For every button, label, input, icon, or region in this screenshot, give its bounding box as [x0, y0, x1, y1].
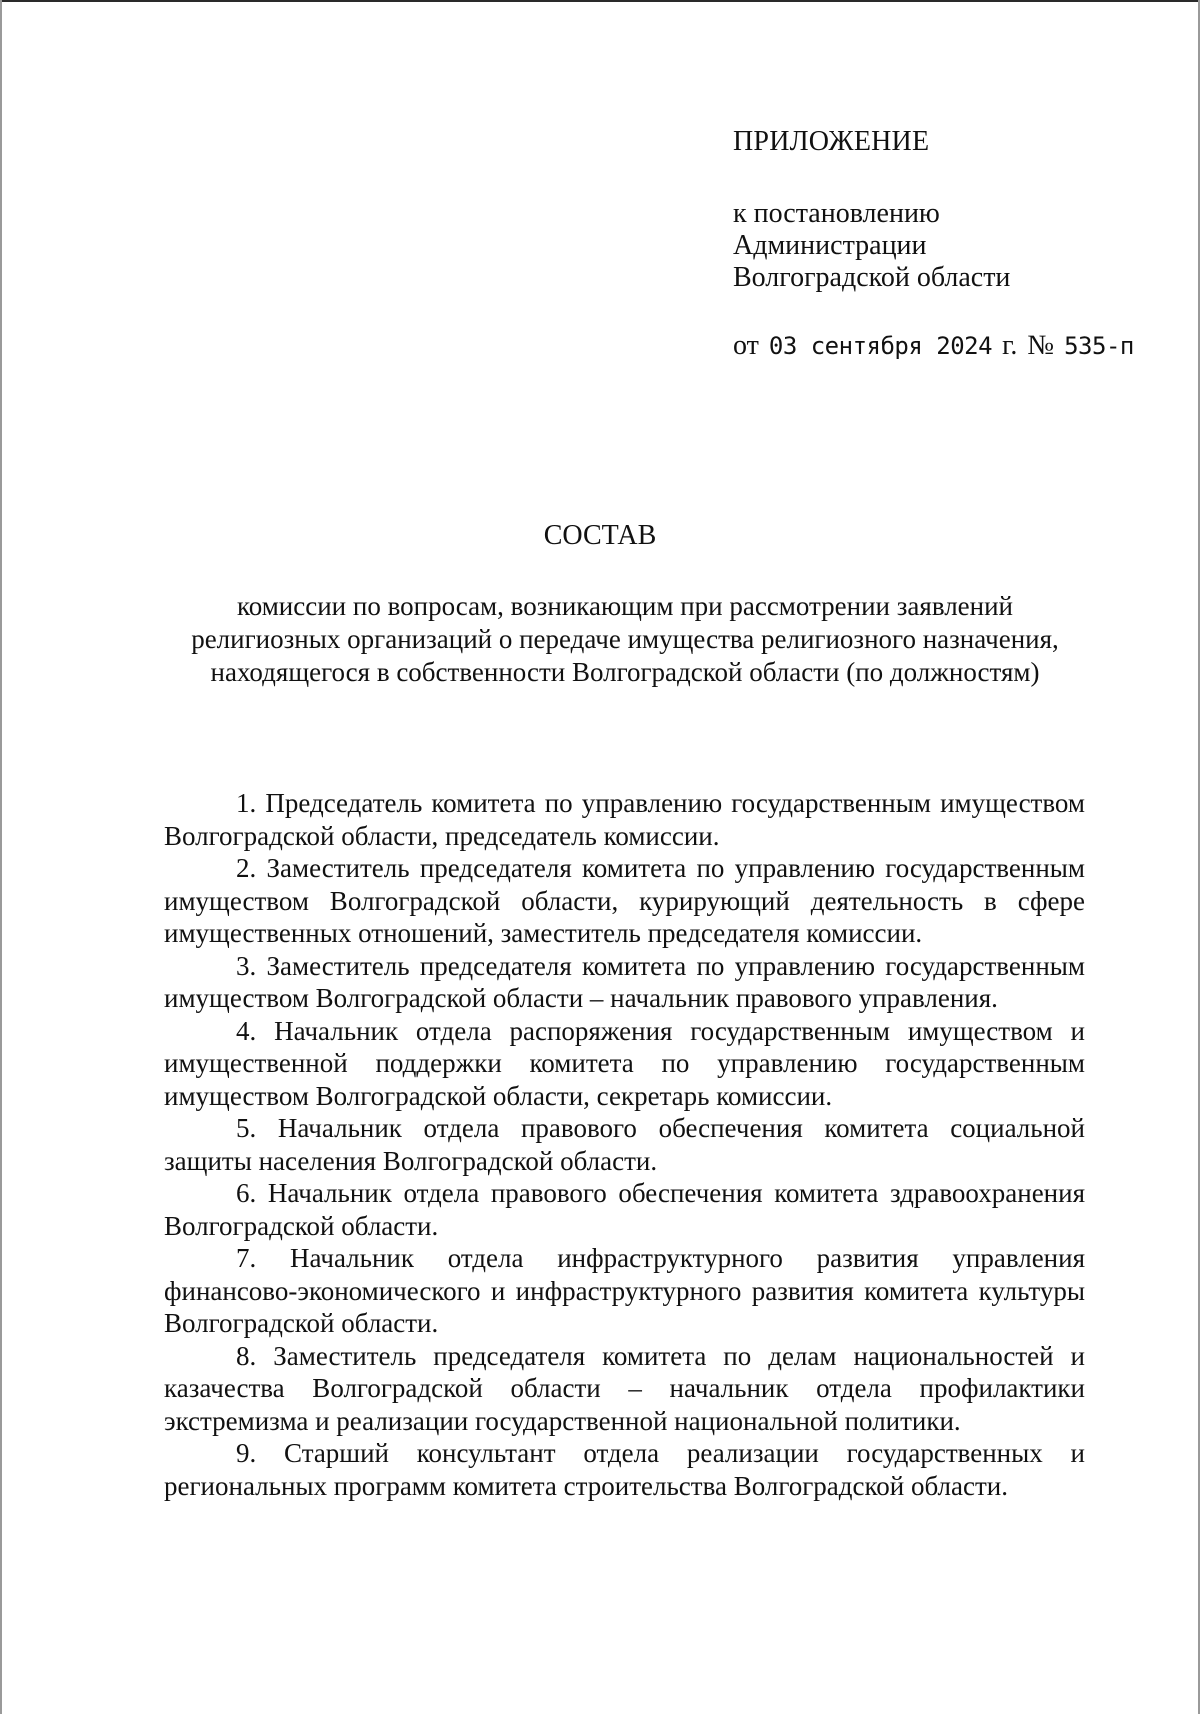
document-subheading [150, 590, 1100, 689]
list-item: 8. Заместитель председателя комитета по делам национальностей и казачества Волгоградской области – начальник отдела профилактики экстремизма и реализации государственной национальной политики. [164, 1340, 1085, 1436]
subheading-line: комиссии по вопросам, возникающим при рассмотрении заявлений [236, 591, 1014, 621]
decree-date-line [733, 330, 1134, 362]
decree-date: 03 сентября 2024 [768, 332, 993, 360]
decree-number: 535-п [1064, 332, 1134, 360]
members-list [164, 787, 1085, 1502]
list-item: 5. Начальник отдела правового обеспечения комитета социальной защиты населения Волгоградской области. [164, 1113, 1085, 1176]
list-item: 3. Заместитель председателя комитета по управлению государственным имуществом Волгоградской области – начальник правового управления. [164, 950, 1085, 1013]
subheading-line: находящегося в собственности Волгоградской области (по должностям) [210, 657, 1040, 687]
appendix-reference-line: к постановлению [733, 198, 940, 229]
scan-edge-left [0, 0, 2, 1714]
document-heading: СОСТАВ [543, 520, 657, 551]
list-item: 1. Председатель комитета по управлению государственным имуществом Волгоградской области, председатель комиссии. [164, 788, 1085, 851]
appendix-reference [733, 198, 1134, 294]
list-item: 4. Начальник отдела распоряжения государственным имуществом и имущественной поддержки комитета по управлению государственным имуществом Волгоградской области, секретарь комиссии. [164, 1015, 1085, 1111]
list-item: 6. Начальник отдела правового обеспечения комитета здравоохранения Волгоградской области. [164, 1178, 1085, 1241]
number-sign: № [1027, 330, 1055, 361]
appendix-reference-line: Волгоградской области [733, 262, 1011, 293]
list-item: 7. Начальник отдела инфраструктурного развития управления финансово-экономического и инфраструктурного развития комитета культуры Волгоградской области. [164, 1243, 1085, 1338]
date-prefix: от [733, 330, 759, 361]
appendix-reference-line: Администрации [733, 230, 927, 261]
list-item: 9. Старший консультант отдела реализации государственных и региональных программ комитета строительства Волгоградской области. [164, 1438, 1085, 1501]
year-suffix: г. [1002, 330, 1018, 361]
appendix-block [733, 126, 1134, 362]
subheading-line: религиозных организаций о передаче имущества религиозного назначения, [191, 624, 1059, 654]
appendix-title: ПРИЛОЖЕНИЕ [733, 126, 930, 157]
scan-edge-top [0, 0, 1200, 2]
list-item: 2. Заместитель председателя комитета по управлению государственным имуществом Волгоградской области, курирующий деятельность в сфере имущественных отношений, заместитель председателя комиссии. [164, 853, 1085, 948]
